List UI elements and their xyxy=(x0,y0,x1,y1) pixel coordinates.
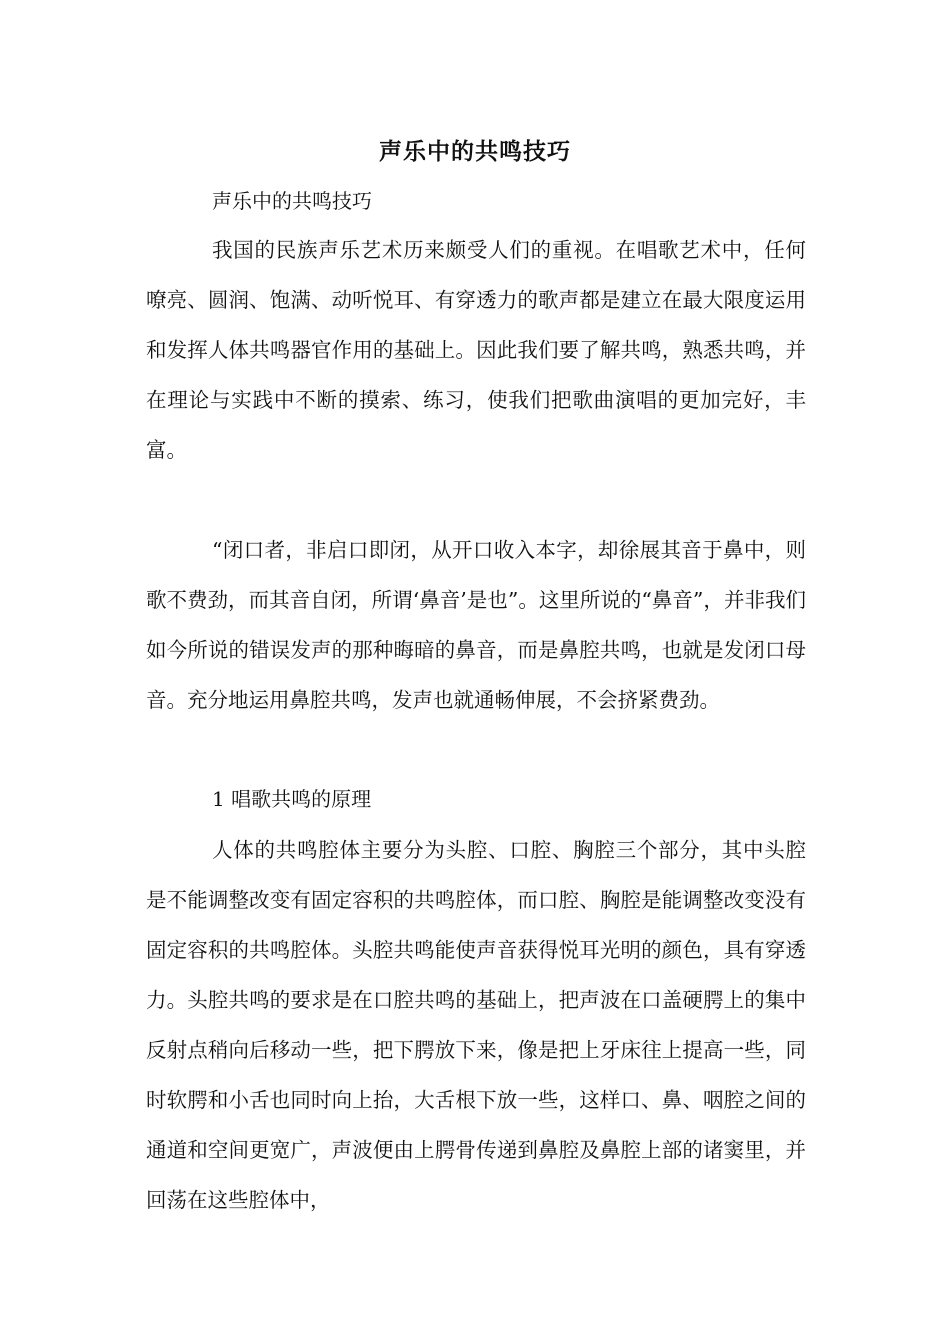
paragraph-principle: 人体的共鸣腔体主要分为头腔、口腔、胸腔三个部分，其中头腔是不能调整改变有固定容积的共鸣腔体，而口腔、胸腔是能调整改变没有固定容积的共鸣腔体。头腔共鸣能使声音获得悦耳光明的颜色，具有穿透力。头腔共鸣的要求是在口腔共鸣的基础上，把声波在口盖硬腭上的集中反射点稍向后移动一些，把下腭放下来，像是把上牙床往上提高一些，同时软腭和小舌也同时向上抬，大舌根下放一些，这样口、鼻、咽腔之间的通道和空间更宽广，声波便由上腭骨传递到鼻腔及鼻腔上部的诸窦里，并回荡在这些腔体中， xyxy=(146,838,806,1212)
document-subtitle: 声乐中的共鸣技巧 xyxy=(212,189,372,213)
paragraph-quote: “闭口者，非启口即闭，从开口收入本字，却徐展其音于鼻中，则歌不费劲，而其音自闭，所谓‘鼻音’是也”。这里所说的“鼻音”，并非我们如今所说的错误发声的那种晦暗的鼻音，而是鼻腔共鸣，也就是发闭口母音。充分地运用鼻腔共鸣，发声也就通畅伸展，不会挤紧费劲。 xyxy=(146,538,806,712)
section-heading: 1 唱歌共鸣的原理 xyxy=(212,787,372,811)
paragraph-intro: 我国的民族声乐艺术历来颇受人们的重视。在唱歌艺术中，任何嘹亮、圆润、饱满、动听悦耳、有穿透力的歌声都是建立在最大限度运用和发挥人体共鸣器官作用的基础上。因此我们要了解共鸣，熟悉共鸣，并在理论与实践中不断的摸索、练习，使我们把歌曲演唱的更加完好，丰富。 xyxy=(146,238,806,462)
document-title: 声乐中的共鸣技巧 xyxy=(379,138,571,165)
